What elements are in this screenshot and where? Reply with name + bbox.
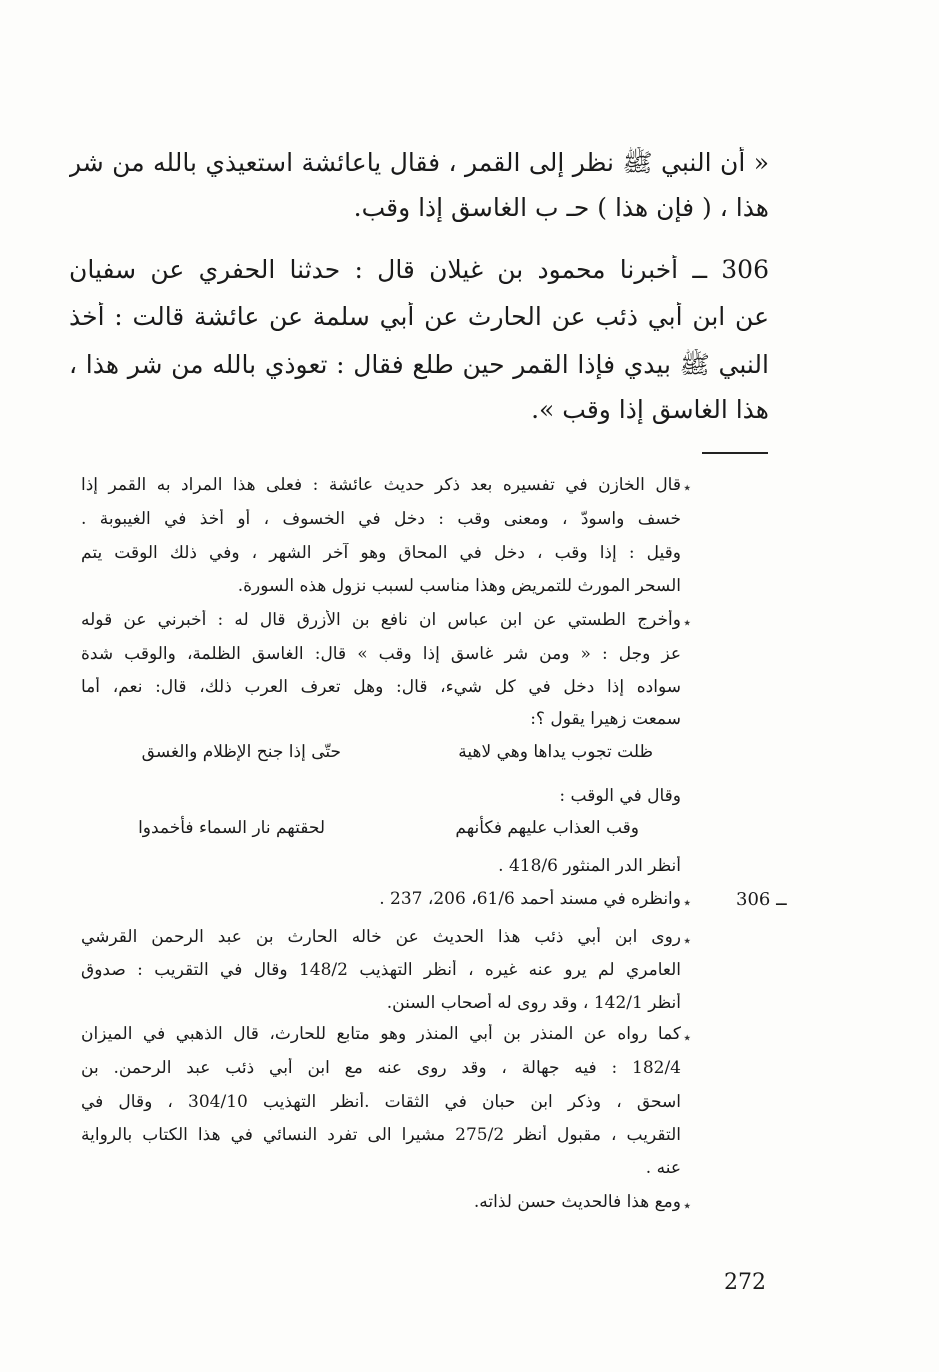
footnote-line: وقيل : إذا وقب ، دخل في المحاق وهو آخر الشهر ، وفي ذلك الوقت يتم bbox=[81, 543, 681, 563]
footnote-line: كما رواه عن المنذر بن أبي المنذر وهو متابع للحارث، قال الذهبي في الميزان bbox=[81, 1024, 681, 1044]
footnote-bullet-icon: ٭ bbox=[683, 480, 691, 496]
page-number: 272 bbox=[724, 1270, 766, 1295]
footnote-bullet-icon: ٭ bbox=[683, 933, 691, 949]
footnote-line: وقال في الوقب : bbox=[559, 786, 681, 806]
footnote-bullet-icon: ٭ bbox=[683, 1030, 691, 1046]
main-line: 306 ــ أخبرنا محمود بن غيلان قال : حدثنا الحفري عن سفيان bbox=[69, 255, 769, 284]
footnote-line: سمعت زهيرا يقول ؟: bbox=[530, 709, 681, 729]
footnote-line: خسف واسودّ ، ومعنى وقب : دخل في الخسوف ، أو أخذ في الغيبوبة . bbox=[81, 509, 681, 529]
footnote-separator bbox=[702, 452, 768, 454]
footnote-line: السحر المورث للتمريض وهذا مناسب لسبب نزول هذه السورة. bbox=[237, 576, 681, 596]
footnote-line: عنه . bbox=[645, 1158, 681, 1178]
verse-hemistich-right: ظلت تجوب يداها وهي لاهية bbox=[458, 742, 653, 762]
main-line: « أن النبي ﷺ نظر إلى القمر ، فقال ياعائشة استعيذي بالله من شر bbox=[69, 148, 769, 177]
footnote-line: أنظر 142/1 ، وقد روى له أصحاب السنن. bbox=[386, 993, 681, 1013]
footnote-line: أنظر الدر المنثور 418/6 . bbox=[498, 856, 681, 876]
main-line: النبي ﷺ بيدي فإذا القمر حين طلع فقال : تعوذي بالله من شر هذا ، bbox=[69, 350, 769, 379]
footnote-line: وانظره في مسند أحمد 61/6، 206، 237 . bbox=[379, 889, 681, 909]
footnote-line: روى ابن أبي ذئب هذا الحديث عن خاله الحارث بن عبد الرحمن القرشي bbox=[81, 927, 681, 947]
footnote-line: العامري لم يرو عنه غيره ، أنظر التهذيب 148/2 وقال في التقريب : صدوق bbox=[81, 960, 681, 980]
footnote-line: سواده إذا دخل في كل شيء، قال: وهل تعرف العرب ذلك، قال: نعم، أما bbox=[81, 677, 681, 697]
hadith-number-label: 306 ــ bbox=[736, 889, 787, 910]
verse-hemistich-right: وقب العذاب عليهم فكأنهم bbox=[455, 818, 639, 838]
footnote-bullet-icon: ٭ bbox=[683, 615, 691, 631]
main-line: هذا ، ( فإن هذا ) حـ ب الغاسق إذا وقب. bbox=[353, 193, 769, 222]
footnote-bullet-icon: ٭ bbox=[683, 895, 691, 911]
main-line: عن ابن أبي ذئب عن الحارث عن أبي سلمة عن عائشة قالت : أخذ bbox=[69, 302, 769, 331]
verse-hemistich-left: حتّى إذا جنح الإظلام والغسق bbox=[141, 742, 341, 762]
footnote-bullet-icon: ٭ bbox=[683, 1198, 691, 1214]
footnote-line: عز وجل : « ومن شر غاسق إذا وقب » قال: الغاسق الظلمة، والوقب شدة bbox=[81, 644, 681, 664]
footnote-line: ومع هذا فالحديث حسن لذاته. bbox=[473, 1192, 681, 1212]
main-line: هذا الغاسق إذا وقب ». bbox=[531, 395, 769, 424]
footnote-line: التقريب ، مقبول أنظر 275/2 مشيرا الى تفرد النسائي في هذا الكتاب بالرواية bbox=[81, 1125, 681, 1145]
footnote-line: قال الخازن في تفسيره بعد ذكر حديث عائشة : فعلى هذا المراد به القمر إذا bbox=[81, 475, 681, 495]
verse-hemistich-left: لحقتهم نار السماء فأخمدوا bbox=[138, 818, 325, 838]
footnote-line: وأخرج الطستي عن ابن عباس ان نافع بن الأزرق قال له : أخبرني عن قوله bbox=[81, 610, 681, 630]
footnote-line: 182/4 : فيه جهالة ، وقد روى عنه مع ابن أبي ذئب عبد الرحمن. بن bbox=[81, 1058, 681, 1078]
footnote-line: اسحق ، وذكر ابن حبان في الثقات .أنظر التهذيب 304/10 ، وقال في bbox=[81, 1092, 681, 1112]
